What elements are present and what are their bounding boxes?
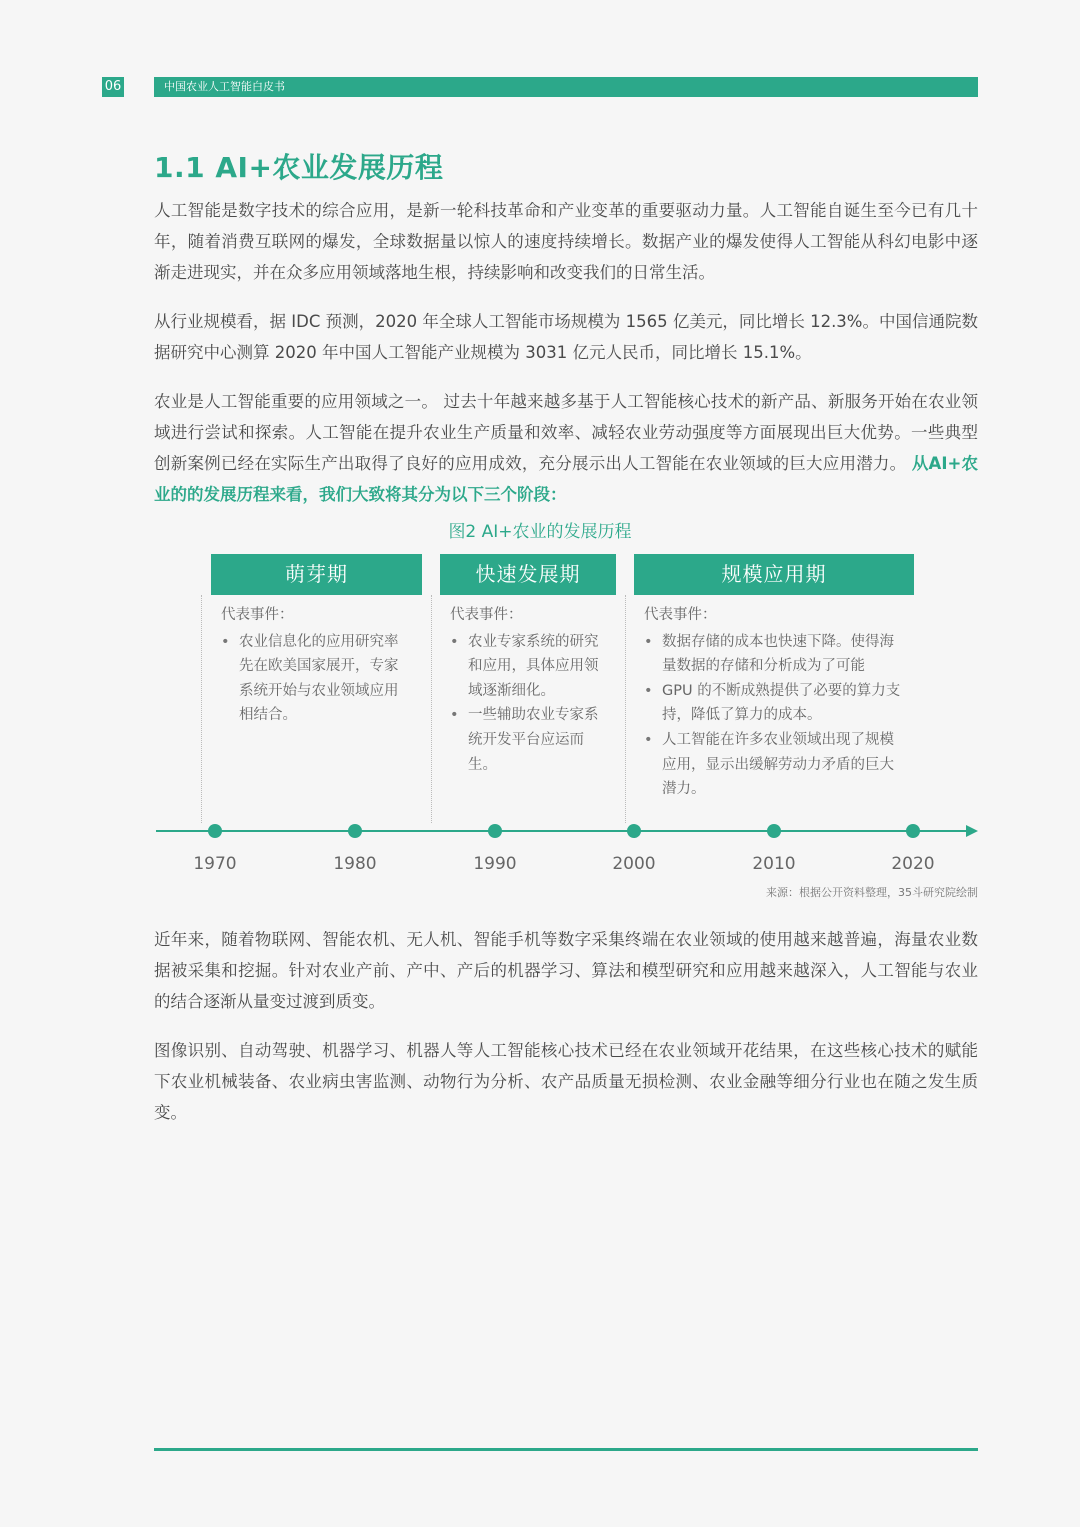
paragraph-intro: 人工智能是数字技术的综合应用，是新一轮科技革命和产业变革的重要驱动力量。人工智能自诞生至今已有几十年，随着消费互联网的爆发，全球数据量以惊人的速度持续增长。数据产业的爆发使得人工智能从科幻电影中逐渐走进现实，并在众多应用领域落地生根，持续影响和改变我们的日常生活。 xyxy=(154,201,978,282)
timeline-arrow-icon xyxy=(966,825,978,837)
stage-divider xyxy=(625,595,626,823)
event-item: • 一些辅助农业专家系统开发平台应运而生。 xyxy=(450,703,606,777)
timeline-year: 2000 xyxy=(612,854,656,874)
footer-rule xyxy=(154,1448,978,1451)
paragraph-market-size: 从行业规模看，据 IDC 预测，2020 年全球人工智能市场规模为 1565 亿美元，同比增长 12.3%。中国信通院数据研究中心测算 2020 年中国人工智能产业规模为 3031 亿元人民币，同比增长 15.1%。 xyxy=(154,312,978,362)
section-title: 1.1 AI+农业发展历程 xyxy=(154,151,444,184)
timeline-year: 1980 xyxy=(333,854,377,874)
timeline-year: 2010 xyxy=(752,854,796,874)
event-item: • 人工智能在许多农业领域出现了规模应用，显示出缓解劳动力矛盾的巨大潜力。 xyxy=(644,728,904,802)
timeline-dot xyxy=(627,824,641,838)
timeline-axis xyxy=(156,830,972,832)
stage-label: 代表事件： xyxy=(221,607,294,623)
timeline-dot xyxy=(906,824,920,838)
stage-title: 萌芽期 xyxy=(211,554,422,595)
paragraph-agriculture xyxy=(154,386,978,510)
stage-title: 规模应用期 xyxy=(634,554,914,595)
stage-scale-application xyxy=(634,554,914,802)
event-item: • GPU 的不断成熟提供了必要的算力支持，降低了算力的成本。 xyxy=(644,679,904,728)
page-number: 06 xyxy=(102,77,124,97)
timeline-dot xyxy=(208,824,222,838)
timeline-dot xyxy=(767,824,781,838)
figure-caption: 图2 AI+农业的发展历程 xyxy=(448,522,632,542)
stage-label: 代表事件： xyxy=(644,607,717,623)
figure-source: 来源：根据公开资料整理，35斗研究院绘制 xyxy=(766,886,978,899)
event-item: • 农业信息化的应用研究率先在欧美国家展开，专家系统开始与农业领域应用相结合。 xyxy=(221,630,412,728)
event-list xyxy=(644,630,904,802)
timeline-dot xyxy=(488,824,502,838)
stage-body xyxy=(440,595,616,777)
event-item: • 农业专家系统的研究和应用，具体应用领域逐渐细化。 xyxy=(450,630,606,704)
header-bar xyxy=(154,77,978,97)
stage-body xyxy=(634,595,914,802)
timeline-year: 2020 xyxy=(891,854,935,874)
timeline-year: 1970 xyxy=(193,854,237,874)
event-item: • 数据存储的成本也快速下降。使得海量数据的存储和分析成为了可能 xyxy=(644,630,904,679)
stage-body xyxy=(211,595,422,728)
stage-rapid-growth xyxy=(440,554,616,777)
stage-divider xyxy=(431,595,432,823)
stage-divider xyxy=(201,595,202,823)
stage-sprout xyxy=(211,554,422,728)
stage-label: 代表事件： xyxy=(450,607,523,623)
paragraph-data-collection: 近年来，随着物联网、智能农机、无人机、智能手机等数字采集终端在农业领域的使用越来越普遍，海量农业数据被采集和挖掘。针对农业产前、产中、产后的机器学习、算法和模型研究和应用越来越深入，人工智能与农业的结合逐渐从量变过渡到质变。 xyxy=(154,930,978,1011)
stage-title: 快速发展期 xyxy=(440,554,616,595)
paragraph-core-tech: 图像识别、自动驾驶、机器学习、机器人等人工智能核心技术已经在农业领域开花结果，在这些核心技术的赋能下农业机械装备、农业病虫害监测、动物行为分析、农产品质量无损检测、农业金融等细分行业也在随之发生质变。 xyxy=(154,1041,978,1122)
timeline-dot xyxy=(348,824,362,838)
paragraph-agriculture-text: 农业是人工智能重要的应用领域之一。 过去十年越来越多基于人工智能核心技术的新产品、新服务开始在农业领域进行尝试和探索。人工智能在提升农业生产质量和效率、减轻农业劳动强度等方面展现出巨大优势。一些典型创新案例已经在实际生产出取得了良好的应用成效，充分展示出人工智能在农业领域的巨大应用潜力。 xyxy=(154,392,978,473)
event-list xyxy=(221,630,412,728)
stages-intro-highlight: 从AI+农业的的发展历程来看，我们大致将其分为以下三个阶段： xyxy=(154,454,979,504)
timeline-year: 1990 xyxy=(473,854,517,874)
event-list xyxy=(450,630,606,778)
document-title: 中国农业人工智能白皮书 xyxy=(164,80,285,93)
